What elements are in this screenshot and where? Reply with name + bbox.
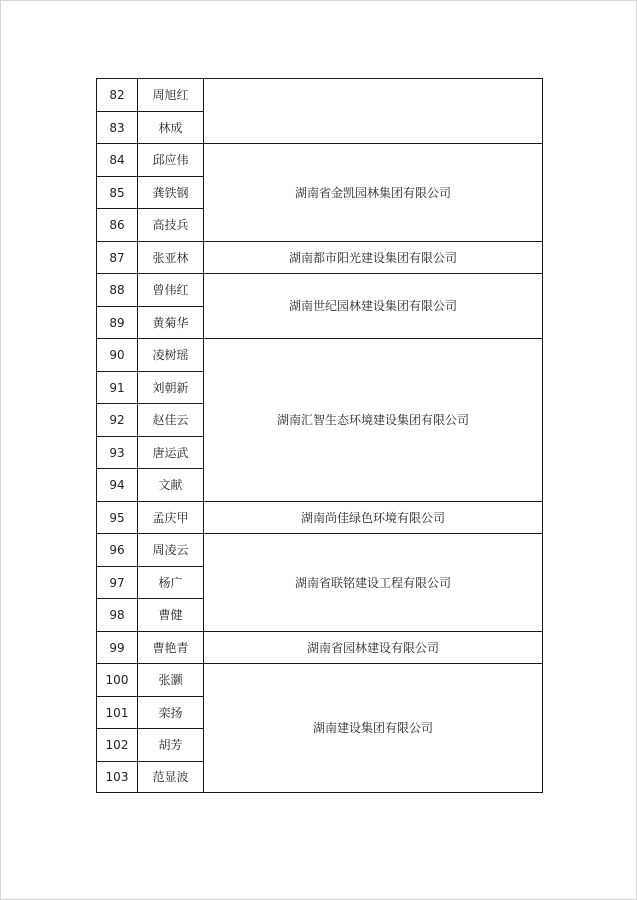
table-row: [97, 534, 543, 567]
row-number-cell: 97: [97, 567, 138, 599]
row-number-cell: 101: [97, 697, 138, 729]
person-name-cell: 赵佳云: [138, 404, 204, 437]
row-number-cell: 85: [97, 177, 138, 209]
row-number-cell: 103: [97, 762, 138, 793]
row-number-cell: 91: [97, 372, 138, 404]
organization-cell: 湖南省联铭建设工程有限公司: [204, 534, 543, 632]
person-name-cell: 曹艳青: [138, 632, 204, 664]
table-row: [97, 632, 543, 664]
roster-table: [96, 78, 543, 793]
table-row: [97, 242, 543, 274]
row-number-cell: 88: [97, 274, 138, 307]
organization-cell: 湖南建设集团有限公司: [204, 664, 543, 793]
table-row: [97, 274, 543, 307]
organization-cell: 湖南都市阳光建设集团有限公司: [204, 242, 543, 274]
person-name-cell: 文献: [138, 469, 204, 502]
person-name-cell: 孟庆甲: [138, 502, 204, 534]
person-name-cell: 范显波: [138, 762, 204, 793]
row-number-cell: 84: [97, 144, 138, 177]
person-name-cell: 曾伟红: [138, 274, 204, 307]
person-name-cell: 凌树瑶: [138, 339, 204, 372]
person-name-cell: 邱应伟: [138, 144, 204, 177]
organization-cell: 湖南省园林建设有限公司: [204, 632, 543, 664]
row-number-cell: 87: [97, 242, 138, 274]
row-number-cell: 93: [97, 437, 138, 469]
row-number-cell: 86: [97, 209, 138, 242]
person-name-cell: 黄菊华: [138, 307, 204, 339]
row-number-cell: 102: [97, 729, 138, 762]
table-row: [97, 79, 543, 112]
organization-cell: 湖南尚佳绿色环境有限公司: [204, 502, 543, 534]
person-name-cell: 胡芳: [138, 729, 204, 762]
person-name-cell: 刘朝新: [138, 372, 204, 404]
organization-cell: 湖南汇智生态环境建设集团有限公司: [204, 339, 543, 502]
roster-table-body: [97, 79, 543, 793]
row-number-cell: 90: [97, 339, 138, 372]
row-number-cell: 95: [97, 502, 138, 534]
row-number-cell: 94: [97, 469, 138, 502]
person-name-cell: 张灏: [138, 664, 204, 697]
row-number-cell: 89: [97, 307, 138, 339]
person-name-cell: 周旭红: [138, 79, 204, 112]
person-name-cell: 林成: [138, 112, 204, 144]
row-number-cell: 83: [97, 112, 138, 144]
row-number-cell: 99: [97, 632, 138, 664]
organization-cell: 湖南省金凯园林集团有限公司: [204, 144, 543, 242]
person-name-cell: 高技兵: [138, 209, 204, 242]
organization-cell: 湖南世纪园林建设集团有限公司: [204, 274, 543, 339]
table-row: [97, 339, 543, 372]
person-name-cell: 栾扬: [138, 697, 204, 729]
person-name-cell: 张亚林: [138, 242, 204, 274]
row-number-cell: 92: [97, 404, 138, 437]
person-name-cell: 唐运武: [138, 437, 204, 469]
person-name-cell: 曹健: [138, 599, 204, 632]
row-number-cell: 82: [97, 79, 138, 112]
table-row: [97, 144, 543, 177]
table-row: [97, 664, 543, 697]
person-name-cell: 周凌云: [138, 534, 204, 567]
row-number-cell: 96: [97, 534, 138, 567]
row-number-cell: 100: [97, 664, 138, 697]
organization-cell: [204, 79, 543, 144]
person-name-cell: 龚铁钢: [138, 177, 204, 209]
row-number-cell: 98: [97, 599, 138, 632]
person-name-cell: 杨广: [138, 567, 204, 599]
table-row: [97, 502, 543, 534]
